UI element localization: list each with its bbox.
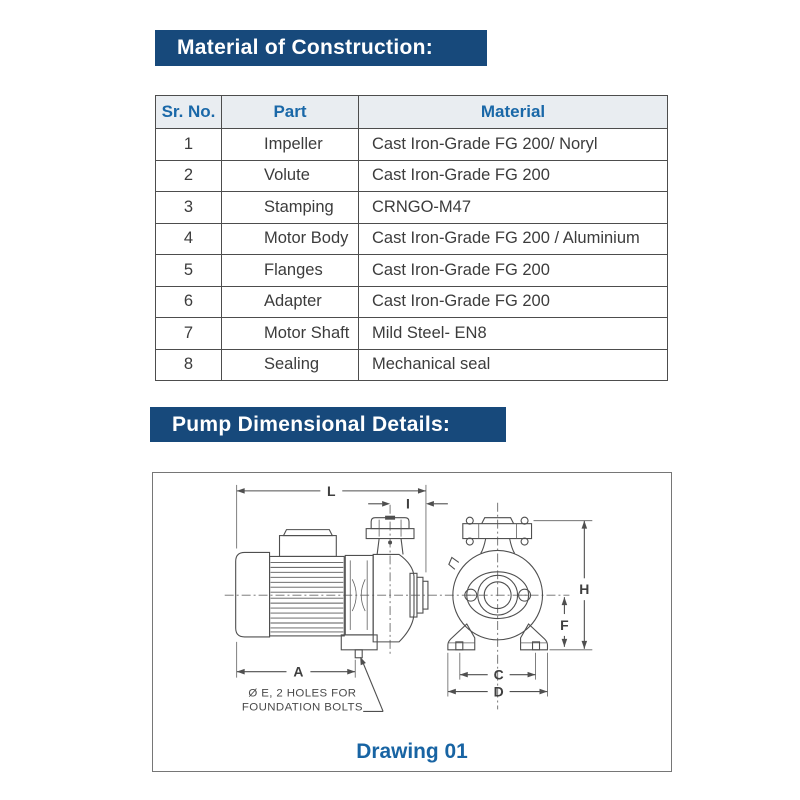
dimensions-section-header [150, 407, 506, 442]
cell-material: Cast Iron-Grade FG 200 [359, 255, 668, 287]
table-row [156, 129, 668, 161]
table-row [156, 192, 668, 224]
dimension-A [237, 664, 356, 680]
terminal-box-lid [283, 530, 332, 536]
foot-right [521, 624, 548, 650]
table-row [156, 255, 668, 287]
dim-label-H: H [579, 581, 590, 598]
table-row [156, 160, 668, 192]
cell-material: CRNGO-M47 [359, 192, 668, 224]
foot-left [448, 624, 475, 650]
discharge-neck [481, 539, 486, 554]
foundation-bolt-annotation [242, 657, 383, 714]
cell-sr-no: 1 [156, 129, 222, 161]
table-header-row [156, 96, 668, 129]
cell-material: Cast Iron-Grade FG 200 [359, 160, 668, 192]
cell-part: Motor Shaft [222, 318, 359, 350]
terminal-box [280, 536, 337, 557]
table-row [156, 286, 668, 318]
table-row [156, 349, 668, 381]
flange-bolt [466, 517, 473, 524]
discharge-neck [510, 539, 515, 554]
pump-foot-side [341, 635, 377, 650]
cell-part: Adapter [222, 286, 359, 318]
cell-part: Flanges [222, 255, 359, 287]
materials-table [155, 95, 668, 381]
cell-part: Impeller [222, 129, 359, 161]
cell-sr-no: 8 [156, 349, 222, 381]
dim-label-A: A [293, 663, 304, 680]
pump-drawing-svg [153, 473, 671, 771]
annotation-line2: FOUNDATION BOLTS [241, 701, 363, 714]
annotation-line1: Ø E, 2 HOLES FOR [248, 687, 357, 700]
header-part: Part [222, 96, 359, 129]
foundation-bolt [355, 650, 362, 658]
header-material: Material [359, 96, 668, 129]
centerlines [225, 503, 570, 710]
dimension-H [579, 521, 589, 649]
cell-material: Cast Iron-Grade FG 200 [359, 286, 668, 318]
cell-part: Sealing [222, 349, 359, 381]
motor-body [270, 556, 345, 635]
pump-side-view [236, 516, 428, 658]
fan-cover [236, 552, 270, 636]
cell-part: Volute [222, 160, 359, 192]
dimension-F [560, 597, 569, 647]
discharge-bolt-cap [385, 516, 395, 520]
cell-sr-no: 7 [156, 318, 222, 350]
dim-label-L: L [327, 482, 336, 499]
cell-sr-no: 5 [156, 255, 222, 287]
dimension-I [368, 496, 448, 512]
cell-material: Cast Iron-Grade FG 200 / Aluminium [359, 223, 668, 255]
cell-part: Stamping [222, 192, 359, 224]
cell-sr-no: 2 [156, 160, 222, 192]
drawing-caption: Drawing 01 [356, 740, 468, 764]
dimensions-section-title: Pump Dimensional Details: [172, 412, 451, 436]
table-row [156, 223, 668, 255]
volute-side [373, 554, 414, 641]
table-row [156, 318, 668, 350]
dim-label-F: F [560, 616, 569, 633]
dim-label-I: I [406, 495, 410, 512]
cell-part: Motor Body [222, 223, 359, 255]
front-discharge-flange [463, 524, 532, 539]
dimension-L [237, 483, 426, 499]
materials-section-header [155, 30, 487, 66]
dim-label-D: D [493, 683, 504, 700]
cell-sr-no: 3 [156, 192, 222, 224]
materials-section-title: Material of Construction: [177, 36, 434, 59]
dimension-C [460, 667, 536, 683]
pump-dimensional-drawing [152, 472, 672, 772]
cell-material: Mild Steel- EN8 [359, 318, 668, 350]
dim-label-C: C [493, 666, 504, 683]
casing-lug [449, 557, 459, 569]
cell-material: Cast Iron-Grade FG 200/ Noryl [359, 129, 668, 161]
cell-material: Mechanical seal [359, 349, 668, 381]
header-sr-no: Sr. No. [156, 96, 222, 129]
cell-sr-no: 4 [156, 223, 222, 255]
cell-sr-no: 6 [156, 286, 222, 318]
motor-fins [271, 562, 344, 632]
discharge-neck-bolt [388, 541, 392, 545]
dimension-D [448, 684, 548, 700]
flange-bolt [521, 517, 528, 524]
